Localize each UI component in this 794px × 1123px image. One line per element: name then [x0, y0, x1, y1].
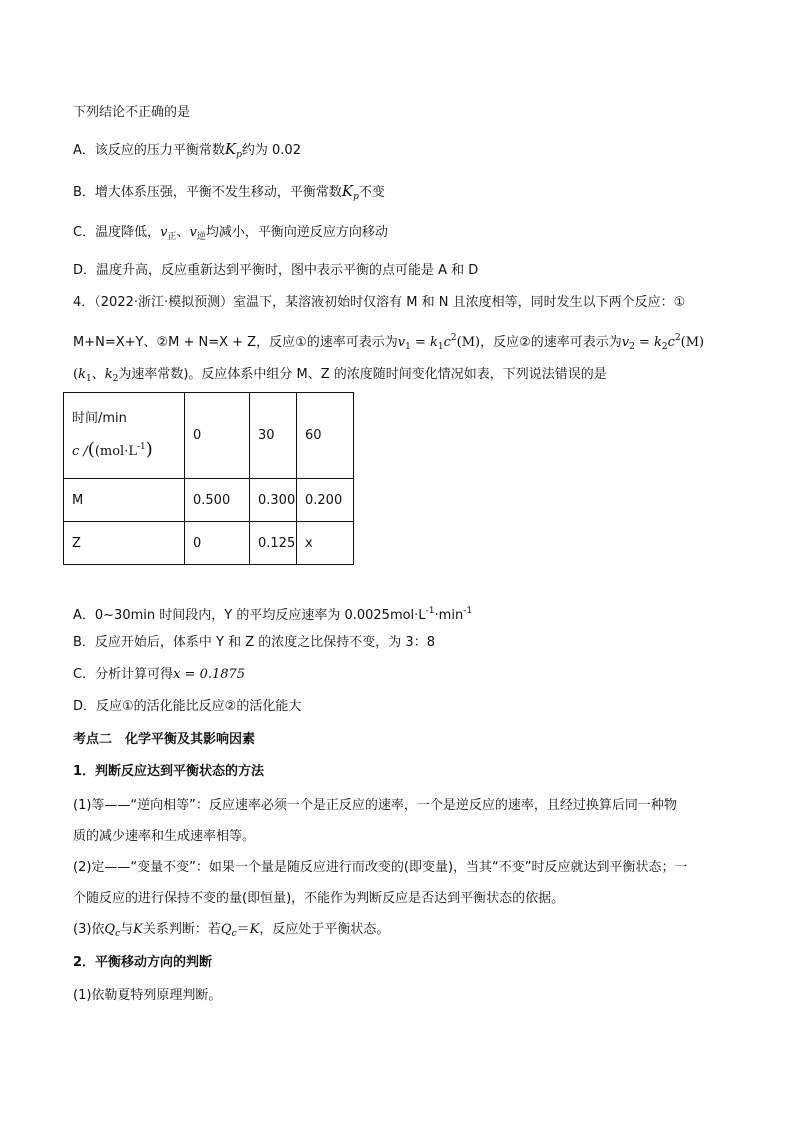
- c-symbol: c: [667, 335, 675, 350]
- table-header-cell: 60: [297, 393, 354, 479]
- q4-line2-mid: ，反应②的速率可表示为: [480, 335, 622, 350]
- subheading-2: 2．平衡移动方向的判断: [73, 955, 213, 970]
- q4-line3-text: 为速率常数)。反应体系中组分 M、Z 的浓度随时间变化情况如表，下列说法错误的是: [118, 367, 607, 382]
- table-cell: 0.200: [297, 479, 354, 522]
- row-label: M: [64, 479, 185, 522]
- separator: 、: [91, 367, 105, 382]
- subscript-1: 1: [85, 374, 92, 384]
- k-symbol: k: [654, 335, 662, 350]
- table-cell: 0.300: [250, 479, 297, 522]
- k-symbol: k: [430, 335, 438, 350]
- superscript-2: 2: [450, 333, 457, 343]
- q3-a-text: A．该反应的压力平衡常数: [73, 143, 225, 158]
- paragraph-2-line2: 个随反应的进行保持不变的量(即恒量)，不能作为判断反应是否达到平衡状态的依据。: [73, 891, 565, 906]
- paragraph-1-line1: (1)等——“逆向相等”：反应速率必须一个是正反应的速率，一个是逆反应的速率，且经过换算后同一种物: [73, 798, 677, 813]
- q3-c-tail: 均减小，平衡向逆反应方向移动: [205, 225, 388, 240]
- p3-text: (3)依: [73, 922, 105, 937]
- q3-option-c: [73, 224, 388, 246]
- open-paren: (: [73, 367, 79, 382]
- table-cell: 0.500: [185, 479, 250, 522]
- k-symbol: k: [104, 367, 113, 382]
- close-paren: ): [145, 438, 153, 460]
- table-cell: 0.125: [250, 522, 297, 565]
- paragraph-3: [73, 921, 389, 943]
- v-forward-sub: 正: [167, 232, 177, 242]
- table-header-cell: 30: [250, 393, 297, 479]
- kp-symbol: K: [341, 182, 354, 200]
- p3-mid2: 关系判断：若: [142, 922, 221, 937]
- q-symbol: Q: [220, 922, 232, 937]
- q-symbol: Q: [104, 922, 116, 937]
- q3-b-text: B．增大体系压强，平衡不发生移动，平衡常数: [73, 185, 342, 200]
- table-header-cell: 0: [185, 393, 250, 479]
- q4-option-a: [73, 602, 472, 625]
- q4-a-unit: ·min: [434, 608, 464, 623]
- subheading-1: 1．判断反应达到平衡状态的方法: [73, 764, 265, 779]
- table-cell: x: [297, 522, 354, 565]
- equals: =: [410, 335, 430, 350]
- q4-option-d: D．反应①的活化能比反应②的活化能大: [73, 699, 302, 714]
- k-symbol: K: [249, 922, 260, 937]
- k-symbol: k: [78, 367, 86, 382]
- equals: =: [634, 335, 655, 350]
- q-subscript: c: [231, 929, 237, 939]
- table-row: [64, 522, 354, 565]
- m-paren: (M): [456, 335, 481, 350]
- question-intro: 下列结论不正确的是: [73, 105, 191, 120]
- q3-option-d: D．温度升高，反应重新达到平衡时，图中表示平衡的点可能是 A 和 D: [73, 263, 479, 278]
- kp-subscript: p: [353, 192, 359, 202]
- q4-stem-line2: [73, 329, 704, 356]
- superscript-minus1: -1: [425, 606, 435, 616]
- table-cell: 0: [185, 522, 250, 565]
- v-symbol: v: [160, 225, 168, 240]
- q4-option-c: [73, 666, 245, 684]
- q4-a-text: A．0~30min 时间段内，Y 的平均反应速率为 0.0025mol·L: [73, 608, 426, 623]
- q3-option-b: [73, 182, 385, 206]
- k-symbol: K: [133, 922, 143, 937]
- subscript-1: 1: [437, 342, 444, 352]
- c-symbol: c /: [72, 443, 88, 459]
- q3-option-a: [73, 140, 301, 164]
- q4-option-b: B．反应开始后，体系中 Y 和 Z 的浓度之比保持不变，为 3：8: [73, 635, 435, 650]
- equals: ＝: [236, 922, 250, 937]
- q4-line2-text: M+N=X+Y、②M + N=X + Z，反应①的速率可表示为: [73, 335, 398, 350]
- superscript-2: 2: [674, 333, 681, 343]
- q-subscript: c: [115, 929, 121, 939]
- time-label: 时间/min: [72, 410, 127, 426]
- table-header-corner: [64, 393, 185, 479]
- p3-tail: ，反应处于平衡状态。: [259, 922, 390, 937]
- c-symbol: c: [443, 335, 451, 350]
- p3-mid: 与: [120, 922, 134, 937]
- subscript-2: 2: [629, 342, 635, 352]
- v-symbol: v: [621, 335, 630, 350]
- x-value: x = 0.1875: [173, 667, 246, 682]
- subscript-2: 2: [112, 374, 119, 384]
- conc-label: c $/((mol\cdot L^{-1})$: [72, 438, 153, 460]
- kp-subscript: p: [236, 150, 242, 160]
- kp-symbol: K: [224, 140, 237, 158]
- superscript-minus1: -1: [463, 606, 473, 616]
- q3-b-tail: 不变: [358, 185, 385, 200]
- q4-stem-line3: [73, 366, 607, 388]
- unit-text: (mol·L: [94, 443, 137, 459]
- row-label: Z: [64, 522, 185, 565]
- q3-a-tail: 约为 0.02: [241, 143, 301, 158]
- subscript-1: 1: [405, 342, 411, 352]
- q4-stem-line1: 4．（2022·浙江·模拟预测）室温下，某溶液初始时仅溶有 M 和 N 且浓度相等，同时发生以下两个反应：①: [73, 295, 686, 310]
- table-row: [64, 479, 354, 522]
- q4-c-text: C．分析计算可得: [73, 667, 174, 682]
- paragraph-2-line1: (2)定——“变量不变”：如果一个量是随反应进行而改变的(即变量)，当其“不变”时反应就达到平衡状态；一: [73, 860, 688, 875]
- section-heading: 考点二 化学平衡及其影响因素: [73, 732, 256, 747]
- v-symbol: v: [397, 335, 406, 350]
- v-reverse-sub: 逆: [196, 232, 206, 242]
- paragraph-1-line2: 质的减少速率和生成速率相等。: [73, 829, 256, 844]
- concentration-table: [63, 392, 354, 565]
- superscript-minus1: -1: [136, 441, 146, 452]
- q3-c-text: C．温度降低，: [73, 225, 161, 240]
- paragraph-4: (1)依勒夏特列原理判断。: [73, 988, 222, 1003]
- v-symbol: v: [189, 225, 197, 240]
- separator: 、: [176, 225, 190, 240]
- subscript-2: 2: [661, 342, 668, 352]
- table-header-row: [64, 393, 354, 479]
- m-paren: (M): [680, 335, 705, 350]
